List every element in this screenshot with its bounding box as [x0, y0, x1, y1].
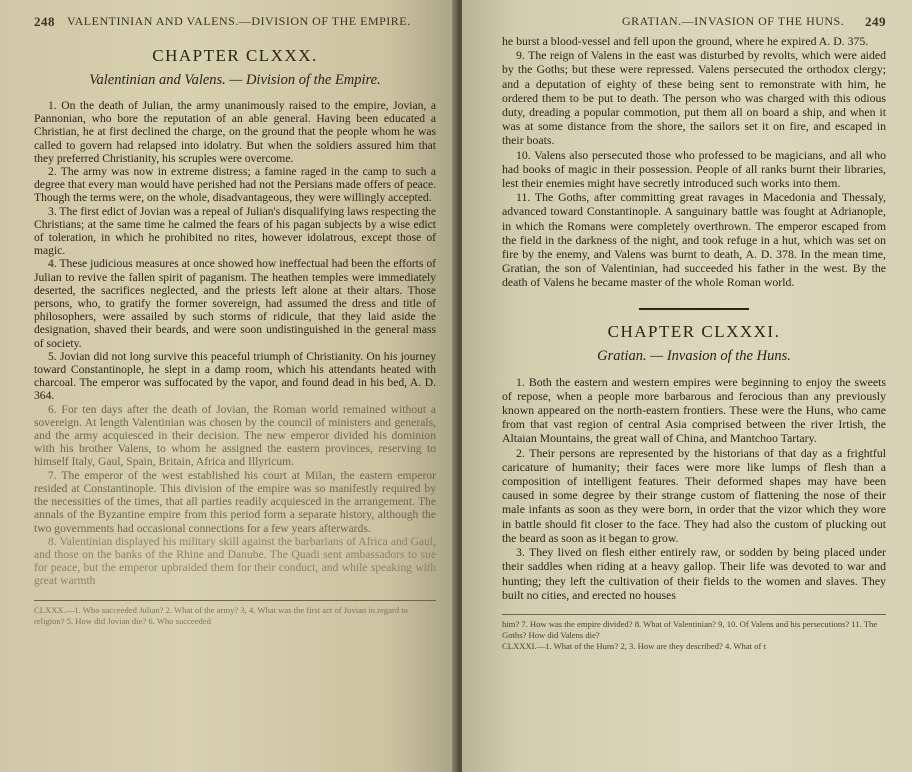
left-footnote: CLXXX.—1. Who succeeded Julian? 2. What of the army? 3, 4. What was the first act of Jovian in regard to religion? 5. How did Jovian die? 6. Who succeeded [34, 604, 408, 626]
right-page-number: 249 [865, 14, 886, 29]
left-running-title: VALENTINIAN AND VALENS.—DIVISION OF THE EMPIRE. [67, 14, 411, 28]
left-paragraph-4: 4. These judicious measures at once showed how ineffectual had been the efforts of Julian to revive the fallen spirit of paganism. The heathen temples were immediately deserted, the sacrifices neglected, and the priests left alone at their altars. Those persons, who, to gratify the former sovereign, had assumed the dress and title of philosophers, were assailed by such storms of ridicule, that they laid aside the designation, shaved their beards, and were soon undistinguished in the general mass of society. [34, 257, 436, 350]
left-chapter-title: CHAPTER CLXXX. [152, 46, 318, 65]
right-paragraph-bottom-1: 1. Both the eastern and western empires were beginning to enjoy the sweets of repose, when a people more barbarous and ferocious than any previously known appeared on the north-eastern frontiers. These were the Huns, who came from that vast region of central Asia comprised between the river Irtish, the Altaian Mountains, the great wall of China, and Mantchoo Tartary. [502, 374, 886, 446]
right-paragraph-top-2: 9. The reign of Valens in the east was disturbed by revolts, which were aided by the Goths; but these were repressed. Valens persecuted the orthodox clergy; and a deputation of eighty of these being sent to remonstrate with him, he ordered them to be put to death. The person who was charged with this odious duty, dreading a popular commotion, put them all on board a ship, and when it was at some distance from the shore, the sailors set it on fire, and escaped in their boats. [502, 48, 886, 148]
left-paragraph-8: 8. Valentinian displayed his military skill against the barbarians of Africa and Gaul, and those on the banks of the Rhine and Danube. The Quadi sent ambassadors to sue for peace, but the emperor upbraided them for their conduct, and while speaking with great warmth [34, 534, 436, 588]
right-paragraph-top-4: 11. The Goths, after committing great ravages in Macedonia and Thessaly, advanced toward Constantinople. A sanguinary battle was fought at Adrianople, in which the Romans were completely overthrown. The emperor escaped from the field in the darkness of the night, and took refuge in a hut, which was set on fire by the enemy, and Valens was burnt to death, A. D. 378. In the mean time, Gratian, the son of Valentinian, had succeeded his father in the west. By the death of Valens he became master of the whole Roman world. [502, 190, 886, 290]
right-chapter-subtitle: Gratian. — Invasion of the Huns. [597, 347, 791, 364]
right-page [462, 0, 912, 772]
left-paragraph-1: 1. On the death of Julian, the army unanimously raised to the empire, Jovian, a Pannonian, who bore the reputation of an able general. Having been educated a Christian, he at first declined the charge, on the ground that the people whom he was called to govern had relapsed into idolatry. But when the soldiers assured him that they preferred Christianity, his scruples were overcome. [34, 99, 436, 165]
left-paragraph-2: 2. The army was now in extreme distress; a famine raged in the camp to such a degree that every man would have perished had not the Persians made offers of peace. Though the terms were, on the whole, disadvantageous, they were willingly accepted. [34, 165, 436, 205]
right-footnote-2: CLXXXI.—1. What of the Huns? 2, 3. How are they described? 4. What of t [502, 640, 766, 651]
left-footnote-rule [34, 600, 436, 601]
right-paragraph-top-1: he burst a blood-vessel and fell upon the ground, where he expired A. D. 375. [502, 34, 869, 48]
left-paragraph-5: 5. Jovian did not long survive this peaceful triumph of Christianity. On his journey toward Constantinople, he slept in a damp room, which his attendants heated with charcoal. The emperor was suffocated by the vapor, and found dead in his bed, A. D. 364. [34, 349, 436, 403]
left-chapter-subtitle: Valentinian and Valens. — Division of the Empire. [89, 72, 381, 88]
left-paragraph-6: 6. For ten days after the death of Jovian, the Roman world remained without a sovereign. At length Valentinian was chosen by the council of ministers and generals, and the army acquiesced in their decision. The new emperor divided his dominion with his brother Valens, to whom he assigned the eastern provinces, reserving to himself Italy, Gaul, Spain, Britain, Africa and Illyricum. [34, 402, 436, 469]
right-paragraph-bottom-3: 3. They lived on flesh either entirely raw, or sodden by being placed under their saddles when riding at a heavy gallop. Their life was devoted to war and hunting; they left the cultivation of their fields to the women and slaves. They built no cities, and erected no houses [502, 545, 886, 602]
right-paragraph-top-3: 10. Valens also persecuted those who professed to be magicians, and all who had books of magic in their possession. People of all ranks burnt their libraries, lest their enemies might have secretly introduced such works into them. [502, 147, 886, 191]
right-chapter-title: CHAPTER CLXXXI. [607, 321, 781, 341]
right-paragraph-bottom-2: 2. Their persons are represented by the historians of that day as a frightful caricature of humanity; their faces were more like lumps of flesh than a composition of intelligent features. Their deformed shapes may have been caused in some degree by their strange custom of flattening the nose of their male infants as soon as they were born, in order that the vizor which they wore in battle should fit closer to the face. They had also the custom of plucking out the beard as soon as it began to grow. [502, 445, 886, 545]
right-running-head [502, 14, 886, 30]
chapter-divider [639, 308, 749, 310]
left-page-number: 248 [34, 14, 55, 29]
left-paragraph-3: 3. The first edict of Jovian was a repeal of Julian's disqualifying laws respecting the Christians; at the same time he calmed the fears of his pagan subjects by a wise edict of toleration, in which he prohibited no rites, however idolatrous, except those of magic. [34, 204, 436, 258]
left-running-head [34, 14, 436, 30]
right-footnote-rule [502, 614, 886, 615]
right-footnote-1: him? 7. How was the empire divided? 8. What of Valentinian? 9, 10. Of Valens and his persecutions? 11. The Goths? How did Valens die? [502, 618, 878, 640]
left-paragraph-7: 7. The emperor of the west established his court at Milan, the eastern emperor resided at Constantinople. This division of the empire was so manifestly required by the necessities of the times, that all parties readily acquiesced in the arrangement. The annals of the Byzantine empire from this period form a separate history, although the two governments had occasional connections for a few years afterwards. [34, 468, 436, 535]
right-running-title: GRATIAN.—INVASION OF THE HUNS. [622, 14, 845, 28]
